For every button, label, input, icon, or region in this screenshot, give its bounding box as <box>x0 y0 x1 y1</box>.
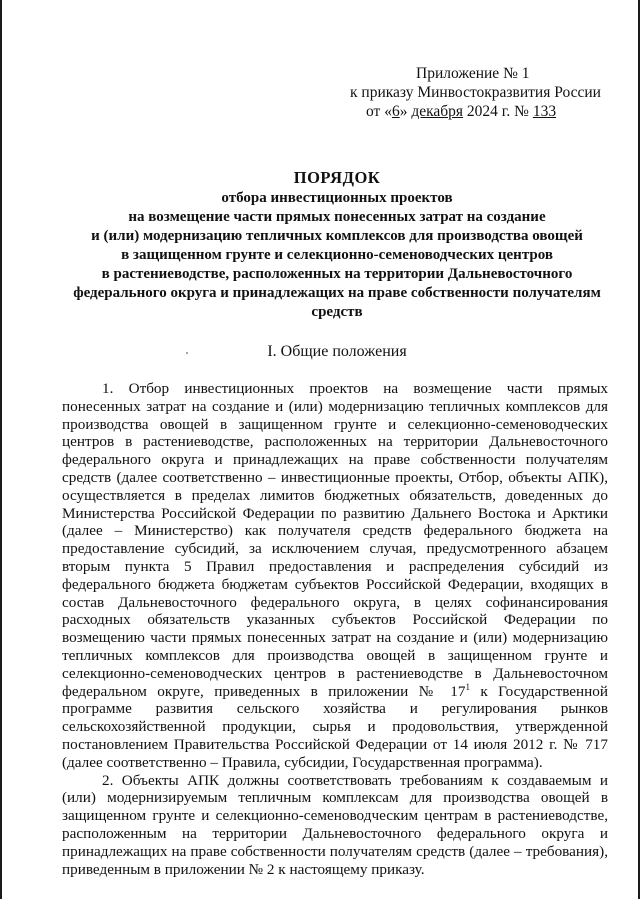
title-line: в защищенном грунте и селекционно-семеноводческих центров <box>121 247 553 263</box>
scan-left-edge <box>0 0 2 899</box>
footnote-superscript: 1 <box>465 681 470 692</box>
date-day: 6 <box>391 103 400 120</box>
title-line: средств <box>311 304 363 320</box>
appendix-number: Приложение № 1 <box>416 65 530 82</box>
date-prefix: от « <box>366 103 392 120</box>
title-line: на возмещение части прямых понесенных затрат на создание <box>128 209 546 225</box>
date-mid: » <box>399 103 412 120</box>
section-heading: I. Общие положения <box>267 343 407 360</box>
document-title <box>66 168 608 322</box>
date-month: декабря <box>411 103 464 120</box>
date-year: 2024 г. № <box>463 103 533 120</box>
title-line: федерального округа и принадлежащих на праве собственности получателям <box>73 285 601 301</box>
paragraph-1-text: 1. Отбор инвестиционных проектов на возмещение части прямых понесенных затрат на создание и (или) модернизацию тепличных комплексов для производства овощей в защищенном грунте и селекционно-семеноводческих центров в растениеводстве, расположенных на территории Дальневосточного федерального округа и принадлежащих на праве собственности получателям средств (далее соответственно – инвестиционные проекты, Отбор, объекты АПК), осуществляется в пределах лимитов бюджетных обязательств, доведенных до Министерства Российской Федерации по развитию Дальнего Востока и Арктики (далее – Министерство) как получателя средств федерального бюджета на предоставление субсидий, за исключением случая, предусмотренного абзацем вторым пункта 5 Правил предоставления и распределения субсидий из федерального бюджета бюджетам субъектов Российской Федерации, входящих в состав Дальневосточного федерального округа, в целях софинансирования расходных обязательств указанных субъектов Российской Федерации по возмещению части прямых понесенных затрат на создание и (или) модернизацию тепличных комплексов для производства овощей в защищенном грунте и селекционно-семеноводческих центров в растениеводстве в Дальневосточном федеральном округе, приведенных в приложении № 17 <box>62 380 608 700</box>
title-line: отбора инвестиционных проектов <box>221 190 453 206</box>
paragraph-2: 2. Объекты АПК должны соответствовать требованиям к создаваемым и (или) модернизируемым тепличным комплексам для производства овощей в защищенном грунте и селекционно-семеноводческим центрам в растениеводстве, расположенным на территории Дальневосточного федерального округа и принадлежащих на праве собственности получателям средств (далее – требования), приведенным в приложении № 2 к настоящему приказу. <box>62 771 608 878</box>
body-text <box>62 380 608 878</box>
title-line: в растениеводстве, расположенных на территории Дальневосточного <box>101 266 573 282</box>
order-number: 133 <box>532 103 557 120</box>
paragraph-1-text-end: к Государственной программе развития сельского хозяйства и регулирования рынков сельскохозяйственной продукции, сырья и продовольствия, утвержденной постановлением Правительства Российской Федерации от 14 июля 2012 г. № 717 (далее соответственно – Правила, субсидии, Государственная программа). <box>62 682 609 771</box>
appendix-date-line <box>330 102 620 121</box>
appendix-header <box>330 64 620 121</box>
appendix-order-ref: к приказу Минвостокразвития России <box>350 84 601 101</box>
title-main: ПОРЯДОК <box>293 168 381 187</box>
title-line: и (или) модернизацию тепличных комплексов для производства овощей <box>91 228 583 244</box>
paragraph-1 <box>62 380 608 772</box>
